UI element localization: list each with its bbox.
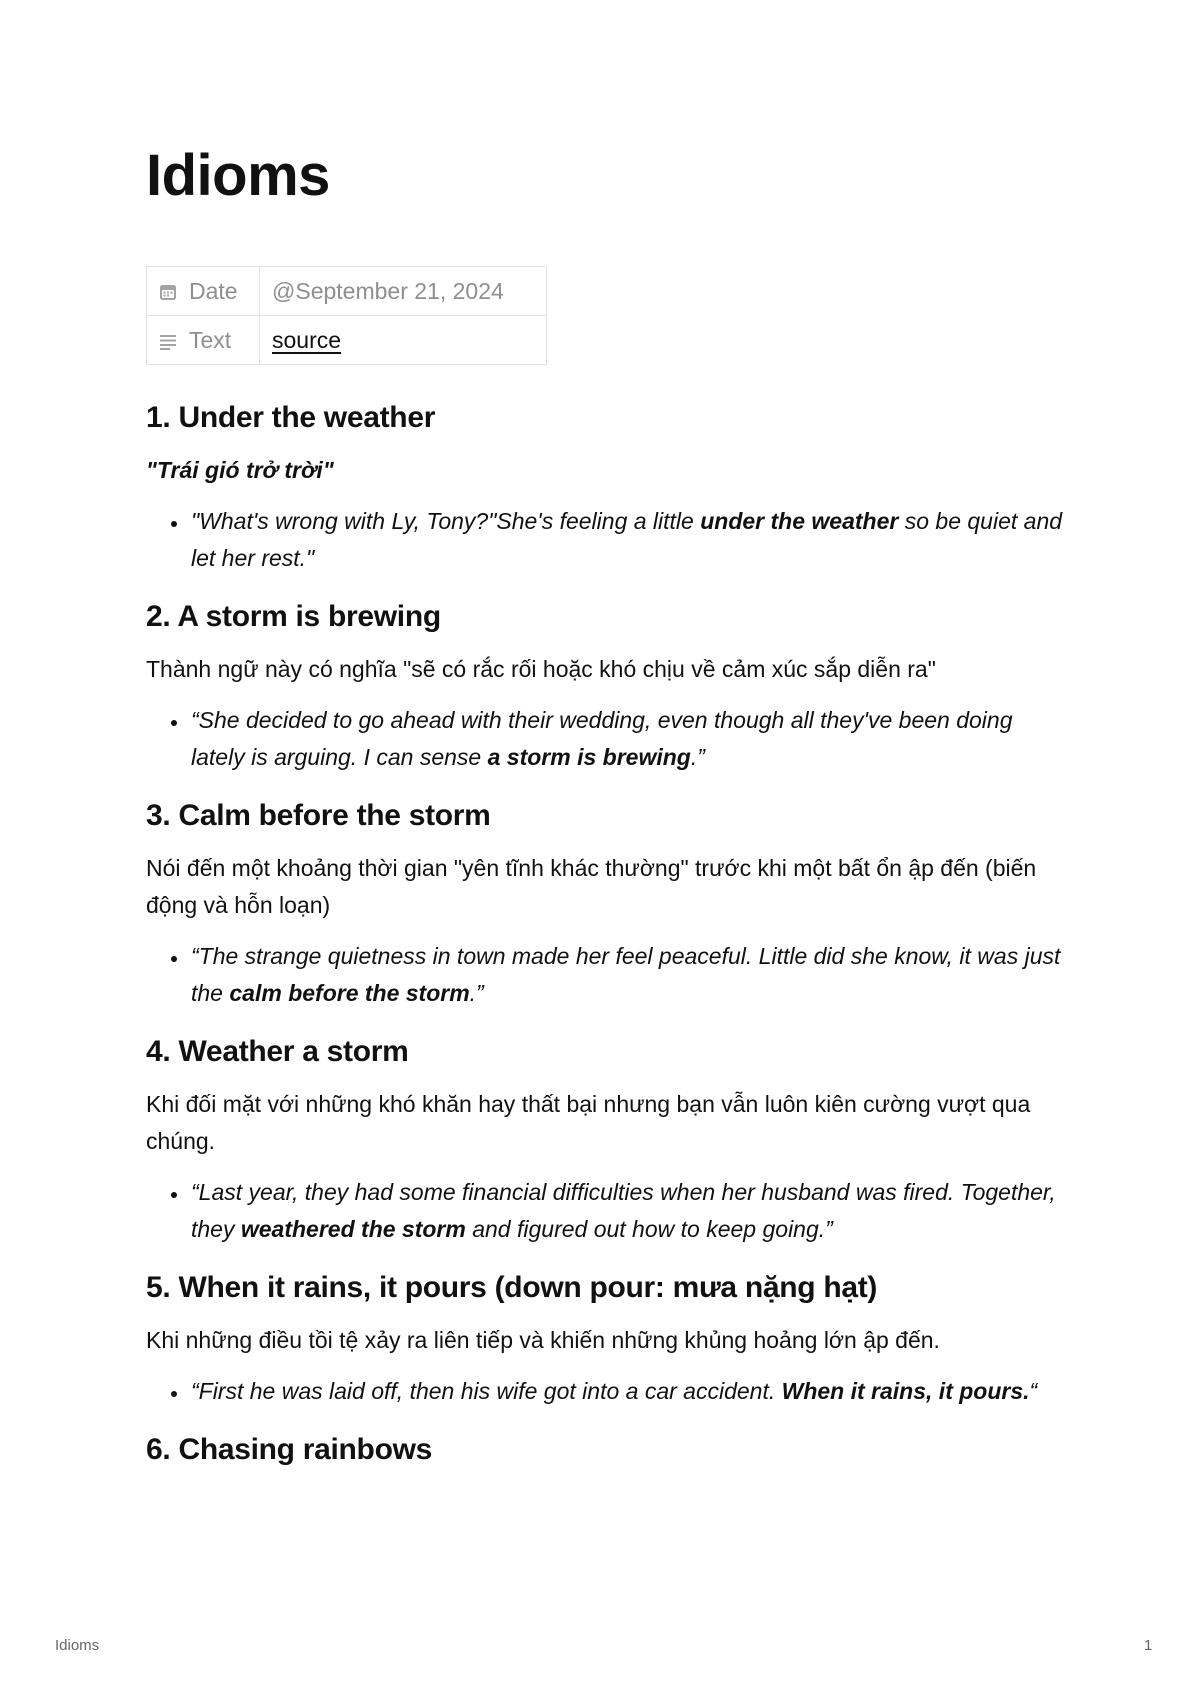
section-subtitle: Nói đến một khoảng thời gian "yên tĩnh khác thường" trước khi một bất ổn ập đến (biến động và hỗn loạn) — [146, 855, 1037, 918]
section-subtitle: Khi những điều tồi tệ xảy ra liên tiếp và khiến những khủng hoảng lớn ập đến. — [146, 1327, 940, 1353]
example-item — [189, 938, 1066, 1012]
section-heading: 6. Chasing rainbows — [146, 1433, 433, 1466]
example-item — [189, 1373, 1066, 1410]
example-text: so be quiet and let her rest." — [191, 508, 1063, 571]
section-heading: 2. A storm is brewing — [146, 600, 441, 633]
example-text: “She decided to go ahead with their wedding, even though all they've been doing lately is arguing. I can sense — [191, 707, 1013, 770]
idiom-highlight: under the weather — [700, 508, 899, 534]
example-text: “ — [1029, 1378, 1038, 1404]
example-text: “First he was laid off, then his wife got into a car accident. — [191, 1378, 782, 1404]
properties-table — [146, 266, 547, 365]
example-text: "What's wrong with Ly, Tony?"She's feeling a little — [191, 508, 701, 534]
calendar-icon — [159, 283, 177, 301]
example-text: .” — [469, 980, 484, 1006]
property-value-date: @September 21, 2024 — [260, 267, 547, 316]
idiom-highlight: When it rains, it pours. — [781, 1378, 1030, 1404]
example-item — [189, 503, 1066, 577]
content — [146, 398, 1066, 1484]
example-list — [146, 1174, 1066, 1248]
section-subtitle: Thành ngữ này có nghĩa "sẽ có rắc rối hoặc khó chịu về cảm xúc sắp diễn ra" — [146, 656, 936, 682]
idiom-section — [146, 796, 1066, 1012]
idiom-highlight: a storm is brewing — [487, 744, 691, 770]
example-item — [189, 1174, 1066, 1248]
source-link[interactable]: source — [272, 326, 342, 353]
section-heading: 4. Weather a storm — [146, 1035, 409, 1068]
example-text: “Last year, they had some financial difficulties when her husband was fired. Together, they — [191, 1179, 1056, 1242]
example-list — [146, 1373, 1066, 1410]
section-subtitle: Khi đối mặt với những khó khăn hay thất bại nhưng bạn vẫn luôn kiên cường vượt qua chúng. — [146, 1091, 1031, 1154]
text-lines-icon — [159, 332, 177, 350]
example-text: “The strange quietness in town made her feel peaceful. Little did she know, it was just the — [191, 943, 1061, 1006]
section-subtitle: "Trái gió trở trời" — [146, 457, 334, 483]
footer-doc-title: Idioms — [55, 1637, 100, 1654]
property-row-date — [147, 267, 547, 316]
idiom-highlight: calm before the storm — [229, 980, 470, 1006]
property-key — [147, 316, 260, 365]
idiom-section — [146, 1032, 1066, 1248]
example-list — [146, 702, 1066, 776]
example-text: and figured out how to keep going.” — [465, 1216, 833, 1242]
property-key — [147, 267, 260, 316]
property-value-text — [260, 316, 547, 365]
property-key-label: Text — [189, 326, 232, 353]
idiom-section — [146, 1268, 1066, 1410]
property-key-label: Date — [189, 277, 238, 304]
example-list — [146, 938, 1066, 1012]
page-title: Idioms — [146, 143, 330, 208]
example-item — [189, 702, 1066, 776]
section-heading: 1. Under the weather — [146, 401, 436, 434]
idiom-section — [146, 597, 1066, 776]
property-row-text — [147, 316, 547, 365]
idiom-highlight: weathered the storm — [240, 1216, 466, 1242]
example-text: .” — [690, 744, 705, 770]
idiom-section — [146, 398, 1066, 577]
section-heading: 3. Calm before the storm — [146, 799, 491, 832]
section-heading: 5. When it rains, it pours (down pour: mưa nặng hạt) — [146, 1271, 878, 1304]
page-number: 1 — [1144, 1637, 1153, 1654]
example-list — [146, 503, 1066, 577]
